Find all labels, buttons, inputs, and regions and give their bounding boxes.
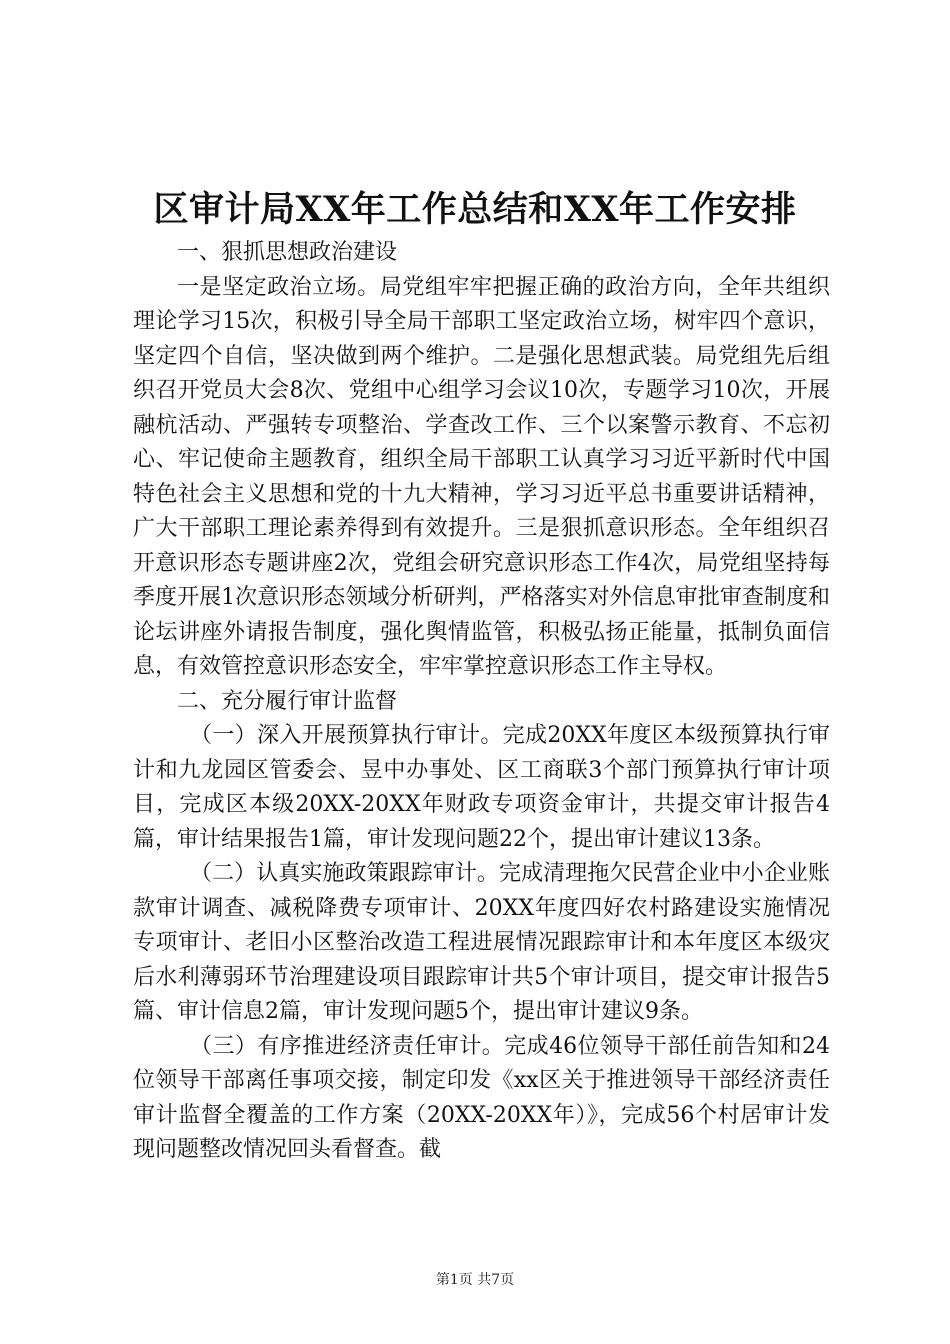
section-heading-1: 一、狠抓思想政治建设: [177, 240, 398, 265]
section-2-item-2: （二）认真实施政策跟踪审计。完成清理拖欠民营企业中小企业账款审计调查、减税降费专项审计、20XX年度四好农村路建设实施情况专项审计、老旧小区整治改造工程进展情况跟踪审计和本年度区本级灾后水利薄弱环节治理建设项目跟踪审计共5个审计项目，提交审计报告5篇、审计信息2篇，审计发现问题5个，提出审计建议9条。: [133, 861, 830, 1024]
section-2-item-3: （三）有序推进经济责任审计。完成46位领导干部任前告知和24位领导干部离任事项交接，制定印发《xx区关于推进领导干部经济责任审计监督全覆盖的工作方案（20XX-20XX年）》，完成56个村居审计发现问题整改情况回头看督查。截: [133, 1033, 830, 1162]
page-indicator: 第1页 共7页: [435, 1272, 515, 1288]
section-2-item-1: （一）深入开展预算执行审计。完成20XX年度区本级预算执行审计和九龙园区管委会、昱中办事处、区工商联3个部门预算执行审计项目，完成区本级20XX-20XX年财政专项资金审计，共提交审计报告4篇，审计结果报告1篇，审计发现问题22个，提出审计建议13条。: [133, 723, 830, 852]
section-1-paragraph: 一是坚定政治立场。局党组牢牢把握正确的政治方向，全年共组织理论学习15次，积极引导全局干部职工坚定政治立场，树牢四个意识，坚定四个自信，坚决做到两个维护。二是强化思想武装。局党组先后组织召开党员大会8次、党组中心组学习会议10次，专题学习10次，开展融杭活动、严强转专项整治、学查改工作、三个以案警示教育、不忘初心、牢记使命主题教育，组织全局干部职工认真学习习近平新时代中国特色社会主义思想和党的十九大精神，学习习近平总书重要讲话精神，广大干部职工理论素养得到有效提升。三是狠抓意识形态。全年组织召开意识形态专题讲座2次，党组会研究意识形态工作4次，局党组坚持每季度开展1次意识形态领域分析研判，严格落实对外信息审批审查制度和论坛讲座外请报告制度，强化舆情监管，积极弘扬正能量，抵制负面信息，有效管控意识形态安全，牢牢掌控意识形态工作主导权。: [133, 274, 830, 679]
section-heading-2: 二、充分履行审计监督: [177, 688, 398, 714]
document-body: [133, 236, 830, 1168]
document-title: 区审计局XX年工作总结和XX年工作安排: [153, 189, 797, 230]
